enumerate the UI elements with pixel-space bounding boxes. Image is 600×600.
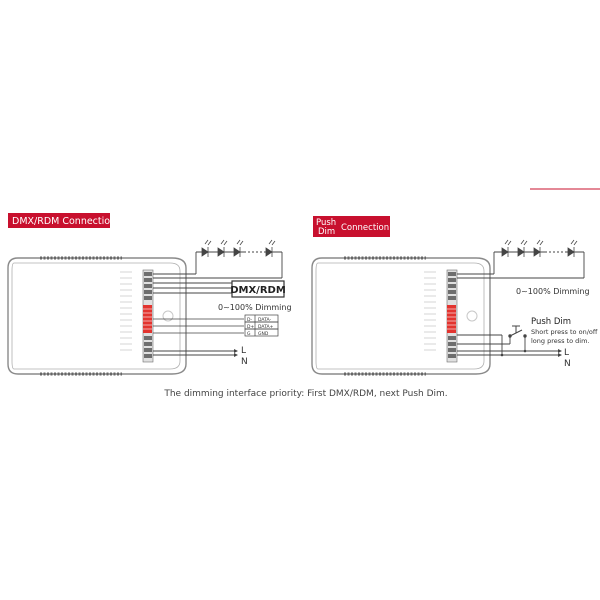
logo-circle-icon — [163, 311, 173, 321]
right-dimming-label: 0~100% Dimming — [516, 287, 590, 296]
dmx-signal-1: DATA+ — [258, 325, 274, 330]
right-title-line1: Push — [316, 218, 337, 228]
left-led-string — [196, 252, 282, 278]
dmx-rdm-label: DMX/RDM — [230, 285, 286, 296]
left-panel — [8, 213, 292, 374]
caption: The dimming interface priority: First DMX/RDM, next Push Dim. — [164, 389, 448, 399]
push-dim-title: Push Dim — [531, 317, 572, 327]
left-dimming-label: 0~100% Dimming — [218, 303, 292, 312]
led-icon — [202, 240, 275, 257]
right-title-line2: Dim — [318, 227, 336, 237]
dmx-pin-1: D+ — [247, 325, 255, 330]
logo-circle-icon — [467, 311, 477, 321]
left-driver-housing — [8, 258, 186, 374]
dmx-signal-0: DATA- — [258, 318, 272, 323]
right-power-l: L — [564, 348, 570, 358]
dmx-pin-2: G — [247, 332, 251, 337]
right-driver-housing — [312, 258, 490, 374]
right-led-string — [494, 252, 584, 278]
dmx-signal-2: GND — [258, 332, 269, 337]
dmx-pin-0: D- — [247, 318, 253, 323]
left-power-n: N — [241, 357, 248, 367]
dmx-pin-table — [153, 315, 278, 337]
left-title: DMX/RDM Connection — [12, 216, 117, 227]
right-power-n: N — [564, 359, 571, 369]
right-panel — [312, 216, 598, 374]
right-title-suffix: Connection — [341, 223, 390, 233]
push-switch-icon — [509, 326, 526, 337]
push-dim-desc-2: long press to dim. — [531, 337, 590, 345]
left-power-l: L — [241, 346, 247, 356]
push-dim-desc-1: Short press to on/off — [531, 328, 598, 336]
led-icon — [502, 240, 577, 257]
